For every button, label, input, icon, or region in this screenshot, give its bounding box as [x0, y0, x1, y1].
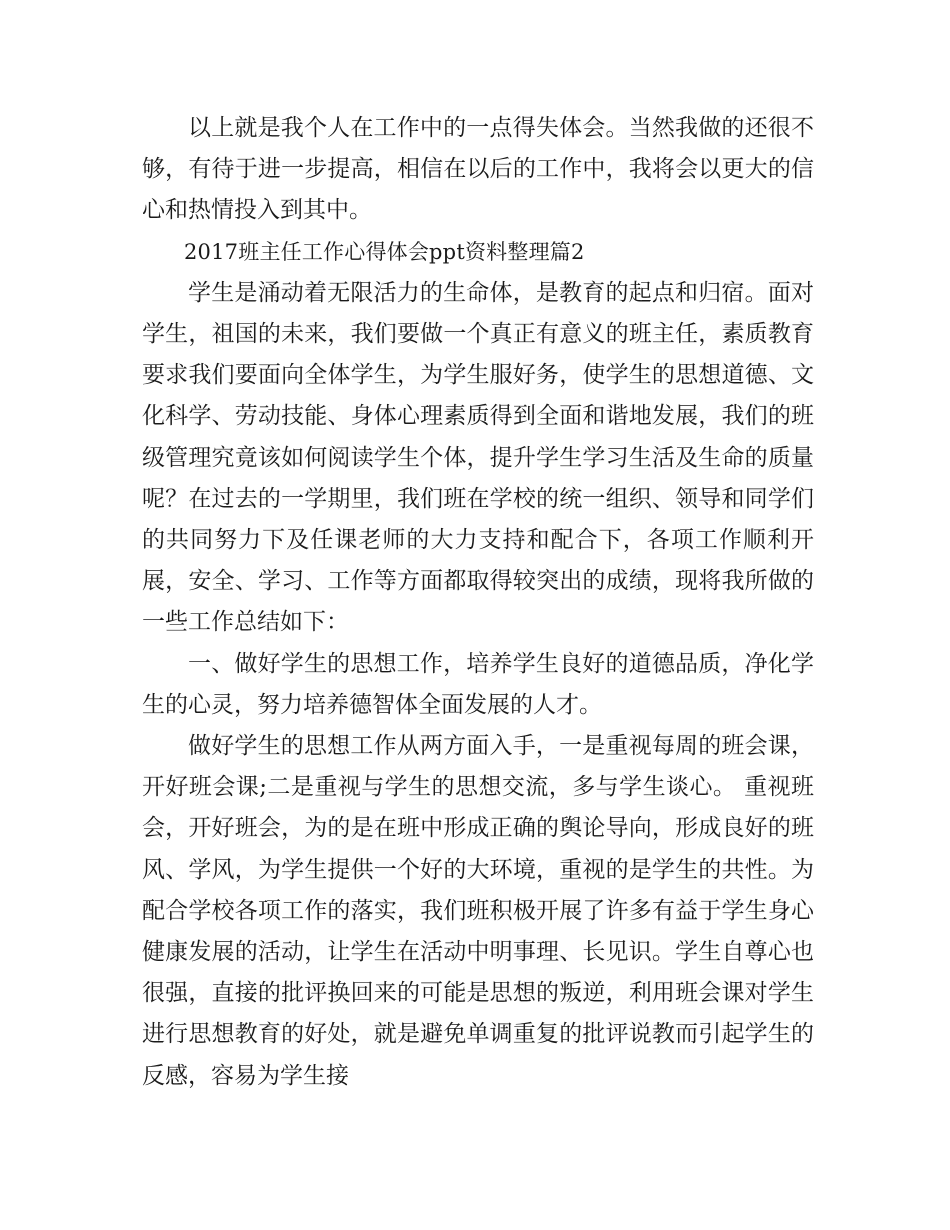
- paragraph-intro: 学生是涌动着无限活力的生命体，是教育的起点和归宿。面对学生，祖国的未来，我们要做一个真正有意义的班主任，素质教育要求我们要面向全体学生，为学生服好务，使学生的思想道德、文化科学、劳动技能、身体心理素质得到全面和谐地发展，我们的班级管理究竟该如何阅读学生个体，提升学生学习生活及生命的质量呢？在过去的一学期里，我们班在学校的统一组织、领导和同学们的共同努力下及任课老师的大力支持和配合下，各项工作顺利开展，安全、学习、工作等方面都取得较突出的成绩，现将我所做的一些工作总结如下：: [142, 279, 814, 636]
- section-heading: 2017班主任工作心得体会ppt资料整理篇2: [184, 239, 585, 264]
- paragraph-point-one: 一、做好学生的思想工作，培养学生良好的道德品质，净化学生的心灵，努力培养德智体全面发展的人才。: [142, 650, 814, 718]
- paragraph-point-one-detail: 做好学生的思想工作从两方面入手，一是重视每周的班会课，开好班会课;二是重视与学生的思想交流，多与学生谈心。 重视班会，开好班会，为的是在班中形成正确的舆论导向，形成良好的班风、学风，为学生提供一个好的大环境，重视的是学生的共性。为配合学校各项工作的落实，我们班积极开展了许多有益于学生身心健康发展的活动，让学生在活动中明事理、长见识。学生自尊心也很强，直接的批评换回来的可能是思想的叛逆，利用班会课对学生进行思想教育的好处，就是避免单调重复的批评说教而引起学生的反感，容易为学生接: [142, 733, 814, 1089]
- paragraph-conclusion: 以上就是我个人在工作中的一点得失体会。当然我做的还很不够，有待于进一步提高，相信在以后的工作中，我将会以更大的信心和热情投入到其中。: [142, 115, 814, 224]
- document-body: [142, 108, 814, 1097]
